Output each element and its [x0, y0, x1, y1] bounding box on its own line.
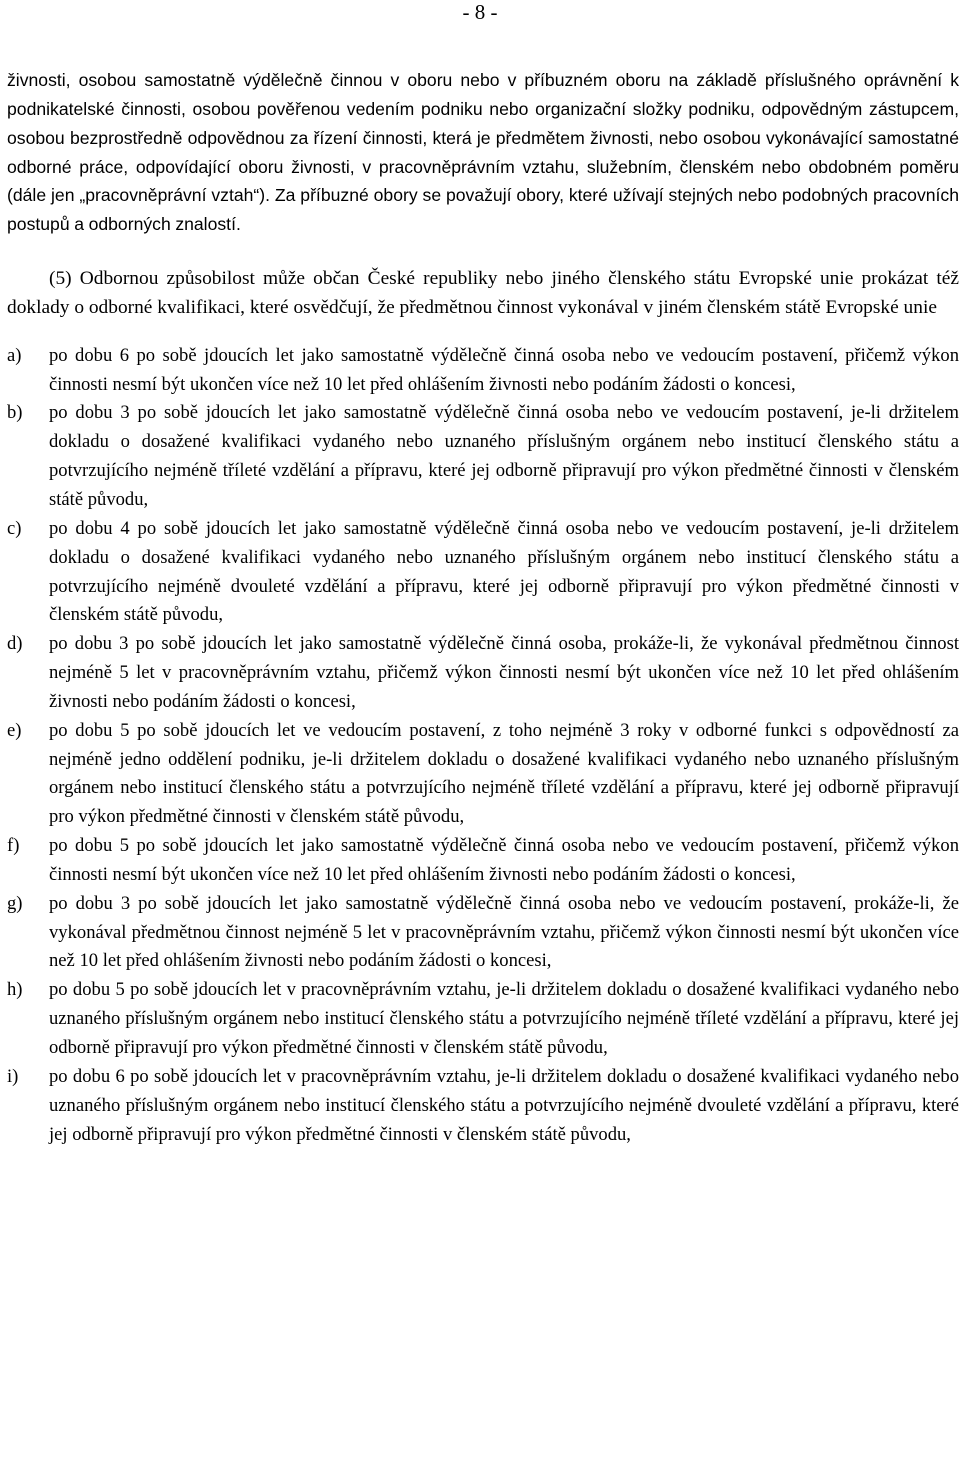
list-item-label: g)	[7, 892, 23, 914]
list-item	[7, 717, 959, 832]
list-item-text: po dobu 4 po sobě jdoucích let jako samostatně výdělečně činná osoba nebo ve vedoucím postavení, je-li držitelem dokladu o dosažené kvalifikaci vydaného nebo uznaného příslušným orgánem nebo institucí členského státu a potvrzujícího nejméně dvouleté vzdělání a přípravu, které jej odborně připravují pro výkon předmětné činnosti v členském státě původu,	[49, 517, 959, 626]
list-item-label: a)	[7, 344, 22, 366]
list-item-label: f)	[7, 835, 20, 857]
list-item-label: d)	[7, 633, 23, 655]
intro-paragraph: živnosti, osobou samostatně výdělečně činnou v oboru nebo v příbuzném oboru na základě příslušného oprávnění k podnikatelské činnosti, osobou pověřenou vedením podniku nebo organizační složky podniku, odpovědným zástupcem, osobou bezprostředně odpovědnou za řízení činnosti, která je předmětem živnosti, nebo osobou vykonávající samostatné odborné práce, odpovídající oboru živnosti, v pracovněprávním vztahu, služebním, členském nebo obdobném poměru (dále jen „pracovněprávní vztah“). Za příbuzné obory se považují obory, které užívají stejných nebo podobných pracovních postupů a odborných znalostí.	[7, 70, 959, 235]
list-item	[7, 342, 959, 400]
list-item-text: po dobu 6 po sobě jdoucích let v pracovněprávním vztahu, je-li držitelem dokladu o dosažené kvalifikaci vydaného nebo uznaného příslušným orgánem nebo institucí členského státu a potvrzujícího nejméně dvouleté vzdělání a přípravu, které jej odborně připravují pro výkon předmětné činnosti v členském státě původu,	[49, 1065, 959, 1145]
list-item	[7, 515, 959, 630]
list-item-label: c)	[7, 517, 22, 539]
list-item-text: po dobu 3 po sobě jdoucích let jako samostatně výdělečně činná osoba nebo ve vedoucím postavení, je-li držitelem dokladu o dosažené kvalifikaci vydaného nebo uznaného příslušným orgánem nebo institucí členského státu a potvrzujícího nejméně tříleté vzdělání a přípravu, které jej odborně připravují pro výkon předmětné činnosti v členském státě původu,	[49, 402, 959, 510]
list-item	[7, 976, 959, 1063]
list-item	[7, 399, 959, 514]
list-item-label: i)	[7, 1065, 19, 1087]
list-item-label: e)	[7, 719, 22, 741]
list-item	[7, 832, 959, 890]
page-number: - 8 -	[462, 0, 498, 24]
list-item	[7, 890, 959, 977]
list-item-text: po dobu 5 po sobě jdoucích let ve vedoucím postavení, z toho nejméně 3 roky v odborné funkci s odpovědností za nejméně jedno oddělení podniku, je-li držitelem dokladu o dosažené kvalifikaci vydaného nebo uznaného příslušným orgánem nebo institucí členského státu a potvrzujícího nejméně tříleté vzdělání a přípravu, které jej odborně připravují pro výkon předmětné činnosti v členském státě původu,	[49, 719, 959, 828]
list-item-text: po dobu 5 po sobě jdoucích let jako samostatně výdělečně činná osoba nebo ve vedoucím postavení, přičemž výkon činnosti nesmí být ukončen více než 10 let před ohlášením živnosti nebo podáním žádosti o koncesi,	[49, 835, 959, 885]
list-item-text: po dobu 6 po sobě jdoucích let jako samostatně výdělečně činná osoba nebo ve vedoucím postavení, přičemž výkon činnosti nesmí být ukončen více než 10 let před ohlášením živnosti nebo podáním žádosti o koncesi,	[49, 344, 959, 395]
list-item-text: po dobu 5 po sobě jdoucích let v pracovněprávním vztahu, je-li držitelem dokladu o dosažené kvalifikaci vydaného nebo uznaného příslušným orgánem nebo institucí členského státu a potvrzujícího nejméně tříleté vzdělání a přípravu, které jej odborně připravují pro výkon předmětné činnosti v členském státě původu,	[49, 979, 959, 1058]
qualification-list	[7, 342, 959, 1150]
paragraph-5: (5) Odbornou způsobilost může občan České republiky nebo jiného členského státu Evropské unie prokázat též doklady o odborné kvalifikaci, které osvědčují, že předmětnou činnost vykonával v jiném členském státě Evropské unie	[7, 268, 959, 318]
list-item	[7, 630, 959, 717]
list-item-label: b)	[7, 402, 23, 424]
list-item-label: h)	[7, 979, 23, 1001]
list-item	[7, 1063, 959, 1150]
document-body	[7, 66, 959, 1149]
list-item-text: po dobu 3 po sobě jdoucích let jako samostatně výdělečně činná osoba, prokáže-li, že vykonával předmětnou činnost nejméně 5 let v pracovněprávním vztahu, přičemž výkon činnosti nesmí být ukončen více než 10 let před ohlášením živnosti nebo podáním žádosti o koncesi,	[49, 633, 959, 712]
list-item-text: po dobu 3 po sobě jdoucích let jako samostatně výdělečně činná osoba nebo ve vedoucím postavení, prokáže-li, že vykonával předmětnou činnost nejméně 5 let v pracovněprávním vztahu, přičemž výkon činnosti nesmí být ukončen více než 10 let před ohlášením živnosti nebo podáním žádosti o koncesi,	[49, 892, 959, 972]
